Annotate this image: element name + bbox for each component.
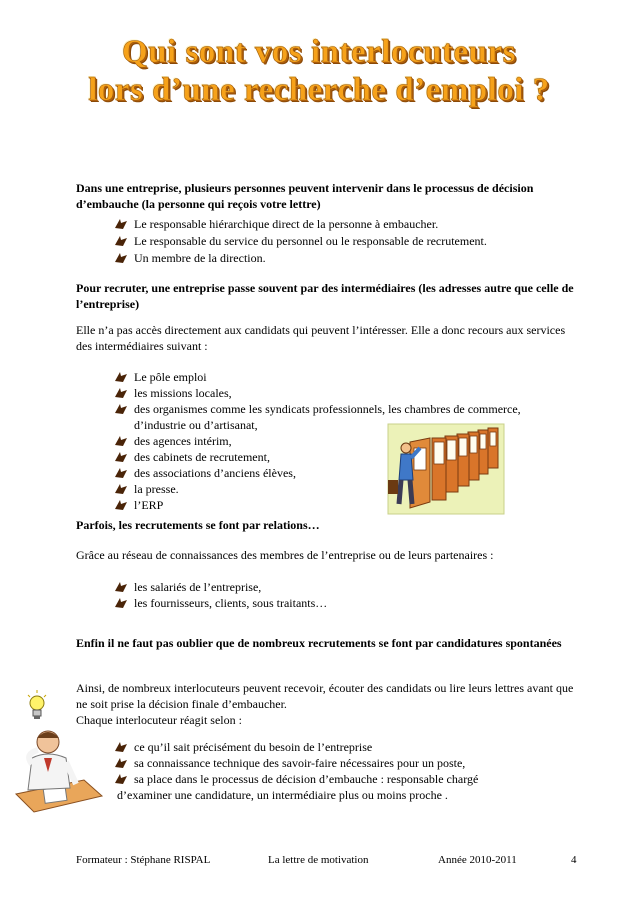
list-item: sa connaissance technique des savoir-faire nécessaires pour un poste, (134, 756, 466, 770)
list-item: sa place dans le processus de décision d’embauche : responsable chargé (134, 772, 479, 786)
page-number: 4 (571, 854, 577, 866)
intermediaries-intro: Elle n’a pas accès directement aux candidats qui peuvent l’intéresser. Elle a donc recours aux services des intermédiaires suivant : (76, 323, 566, 353)
arrow-bullet-icon (114, 451, 128, 463)
arrow-bullet-icon (114, 403, 128, 415)
list-item: Le responsable du service du personnel ou le responsable de recrutement. (134, 234, 487, 248)
list-item-continuation: d’industrie ou d’artisanat, (134, 418, 258, 432)
spontaneous-heading: Enfin il ne faut pas oublier que de nombreux recrutements se font par candidatures spontanées (76, 636, 562, 650)
intermediaries-heading: Pour recruter, une entreprise passe souvent par des intermédiaires (les adresses autre que celle de l’entreprise) (76, 281, 574, 311)
arrow-bullet-icon (114, 499, 128, 511)
spontaneous-paragraph-2: Chaque interlocuteur réagit selon : (76, 713, 242, 727)
page-title-line-2: lors d’une recherche d’emploi ? (88, 72, 550, 108)
arrow-bullet-icon (114, 581, 128, 593)
lightbulb-icon (26, 690, 48, 722)
footer-author: Formateur : Stéphane RISPAL (76, 854, 211, 866)
list-item: les salariés de l’entreprise, (134, 580, 262, 594)
arrow-bullet-icon (114, 387, 128, 399)
arrow-bullet-icon (114, 252, 128, 264)
arrow-bullet-icon (114, 467, 128, 479)
list-item: des organismes comme les syndicats professionnels, les chambres de commerce, (134, 402, 521, 416)
arrow-bullet-icon (114, 435, 128, 447)
list-item: Le pôle emploi (134, 370, 207, 384)
list-item: des cabinets de recrutement, (134, 450, 270, 464)
footer-year: Année 2010-2011 (438, 854, 517, 866)
list-item: Un membre de la direction. (134, 251, 266, 265)
spontaneous-paragraph-1: Ainsi, de nombreux interlocuteurs peuvent recevoir, écouter des candidats ou lire leurs lettres avant que ne soit prise la décision finale d’embaucher. (76, 681, 574, 711)
arrow-bullet-icon (114, 741, 128, 753)
relations-heading: Parfois, les recrutements se font par relations… (76, 518, 320, 532)
arrow-bullet-icon (114, 597, 128, 609)
list-item: ce qu’il sait précisément du besoin de l’entreprise (134, 740, 373, 754)
intro-paragraph: Dans une entreprise, plusieurs personnes peuvent intervenir dans le processus de décision d’embauche (la personne qui reçois votre lettre) (76, 181, 534, 211)
page-title-line-1: Qui sont vos interlocuteurs (122, 34, 516, 70)
arrow-bullet-icon (114, 773, 128, 785)
arrow-bullet-icon (114, 371, 128, 383)
list-item: l’ERP (134, 498, 164, 512)
arrow-bullet-icon (114, 483, 128, 495)
thinking-man-clipart-icon (14, 724, 104, 814)
arrow-bullet-icon (114, 235, 128, 247)
list-item: les missions locales, (134, 386, 232, 400)
list-item: des agences intérim, (134, 434, 232, 448)
list-item: les fournisseurs, clients, sous traitants… (134, 596, 328, 610)
list-item: des associations d’anciens élèves, (134, 466, 296, 480)
list-item-continuation: d’examiner une candidature, un intermédiaire plus ou moins proche . (117, 788, 448, 802)
arrow-bullet-icon (114, 757, 128, 769)
doors-clipart-icon (380, 418, 510, 518)
footer-subject: La lettre de motivation (268, 854, 369, 866)
relations-intro: Grâce au réseau de connaissances des membres de l’entreprise ou de leurs partenaires : (76, 548, 494, 562)
list-item: la presse. (134, 482, 179, 496)
list-item: Le responsable hiérarchique direct de la personne à embaucher. (134, 217, 439, 231)
arrow-bullet-icon (114, 218, 128, 230)
